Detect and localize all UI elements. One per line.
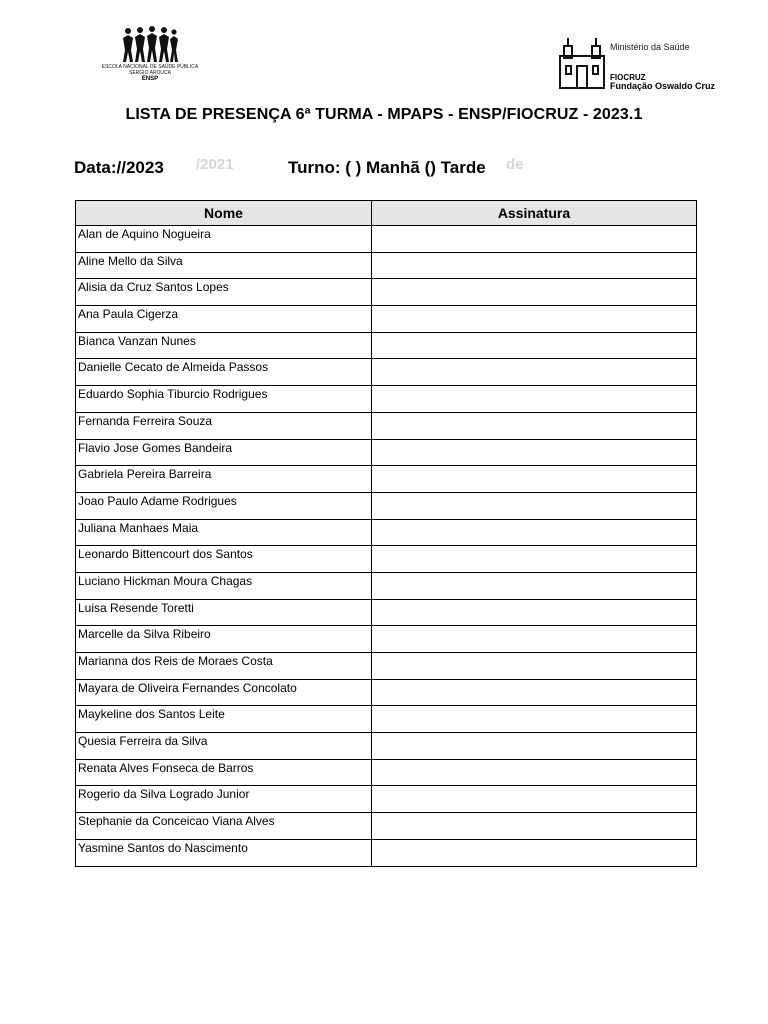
attendee-name: Marianna dos Reis de Moraes Costa (76, 653, 372, 680)
date-field: Data://2023 (74, 158, 164, 177)
signature-cell[interactable] (372, 519, 697, 546)
ministry-label: Ministério da Saúde (610, 42, 690, 52)
signature-cell[interactable] (372, 439, 697, 466)
attendee-name: Luisa Resende Toretti (76, 599, 372, 626)
attendee-name: Gabriela Pereira Barreira (76, 466, 372, 493)
table-row (76, 599, 697, 626)
attendee-name: Aline Mello da Silva (76, 252, 372, 279)
signature-cell[interactable] (372, 332, 697, 359)
attendee-name: Mayara de Oliveira Fernandes Concolato (76, 679, 372, 706)
attendee-name: Flavio Jose Gomes Bandeira (76, 439, 372, 466)
signature-cell[interactable] (372, 279, 697, 306)
table-row (76, 332, 697, 359)
ghost-turno-end: de (506, 156, 524, 173)
signature-cell[interactable] (372, 412, 697, 439)
signature-cell[interactable] (372, 572, 697, 599)
signature-cell[interactable] (372, 759, 697, 786)
attendee-name: Marcelle da Silva Ribeiro (76, 626, 372, 653)
ensp-institution-line1: ESCOLA NACIONAL DE SAÚDE PÚBLICA (101, 64, 199, 70)
ensp-acronym: ENSP (141, 76, 159, 82)
page-title: LISTA DE PRESENÇA 6ª TURMA - MPAPS - ENSP/FIOCRUZ - 2023.1 (125, 106, 643, 123)
table-row (76, 492, 697, 519)
table-row (76, 466, 697, 493)
table-row (76, 733, 697, 760)
fiocruz-logo (558, 36, 728, 92)
fiocruz-castle-icon (558, 36, 608, 90)
signature-cell[interactable] (372, 359, 697, 386)
attendee-name: Bianca Vanzan Nunes (76, 332, 372, 359)
signature-cell[interactable] (372, 599, 697, 626)
signature-cell[interactable] (372, 226, 697, 253)
table-row (76, 226, 697, 253)
table-row (76, 706, 697, 733)
attendee-name: Maykeline dos Santos Leite (76, 706, 372, 733)
signature-cell[interactable] (372, 679, 697, 706)
table-row (76, 679, 697, 706)
table-row (76, 813, 697, 840)
signature-cell[interactable] (372, 706, 697, 733)
signature-cell[interactable] (372, 386, 697, 413)
attendance-table (75, 200, 697, 867)
signature-cell[interactable] (372, 466, 697, 493)
ghost-date-year: /2021 (196, 156, 234, 173)
signature-cell[interactable] (372, 546, 697, 573)
table-row (76, 306, 697, 333)
signature-cell[interactable] (372, 252, 697, 279)
table-row (76, 252, 697, 279)
signature-cell[interactable] (372, 839, 697, 866)
table-row (76, 653, 697, 680)
table-row (76, 759, 697, 786)
attendee-name: Juliana Manhaes Maia (76, 519, 372, 546)
signature-cell[interactable] (372, 492, 697, 519)
fiocruz-name: FIOCRUZ (610, 73, 646, 82)
table-row (76, 572, 697, 599)
attendee-name: Luciano Hickman Moura Chagas (76, 572, 372, 599)
attendee-name: Quesia Ferreira da Silva (76, 733, 372, 760)
table-row (76, 439, 697, 466)
fiocruz-foundation: Fundação Oswaldo Cruz (610, 81, 716, 91)
signature-cell[interactable] (372, 786, 697, 813)
attendee-name: Alan de Aquino Nogueira (76, 226, 372, 253)
signature-cell[interactable] (372, 306, 697, 333)
table-row (76, 626, 697, 653)
attendee-name: Renata Alves Fonseca de Barros (76, 759, 372, 786)
attendee-name: Stephanie da Conceicao Viana Alves (76, 813, 372, 840)
table-row (76, 412, 697, 439)
signature-cell[interactable] (372, 733, 697, 760)
table-row (76, 519, 697, 546)
signature-cell[interactable] (372, 813, 697, 840)
signature-cell[interactable] (372, 653, 697, 680)
table-row (76, 279, 697, 306)
ensp-logo (100, 26, 200, 92)
attendee-name: Alisia da Cruz Santos Lopes (76, 279, 372, 306)
table-row (76, 546, 697, 573)
ensp-institution-line2: SERGIO AROUCA (129, 70, 171, 76)
table-header-row (76, 201, 697, 226)
attendee-name: Eduardo Sophia Tiburcio Rodrigues (76, 386, 372, 413)
attendee-name: Leonardo Bittencourt dos Santos (76, 546, 372, 573)
attendee-name: Joao Paulo Adame Rodrigues (76, 492, 372, 519)
table-row (76, 839, 697, 866)
header-nome: Nome (76, 201, 372, 226)
table-row (76, 786, 697, 813)
ensp-people-icon (120, 26, 180, 64)
header-assinatura: Assinatura (372, 201, 697, 226)
table-row (76, 386, 697, 413)
attendee-name: Ana Paula Cigerza (76, 306, 372, 333)
attendee-name: Danielle Cecato de Almeida Passos (76, 359, 372, 386)
attendee-name: Rogerio da Silva Logrado Junior (76, 786, 372, 813)
signature-cell[interactable] (372, 626, 697, 653)
turno-field: Turno: ( ) Manhã () Tarde (288, 158, 486, 177)
attendee-name: Fernanda Ferreira Souza (76, 412, 372, 439)
attendee-name: Yasmine Santos do Nascimento (76, 839, 372, 866)
table-row (76, 359, 697, 386)
